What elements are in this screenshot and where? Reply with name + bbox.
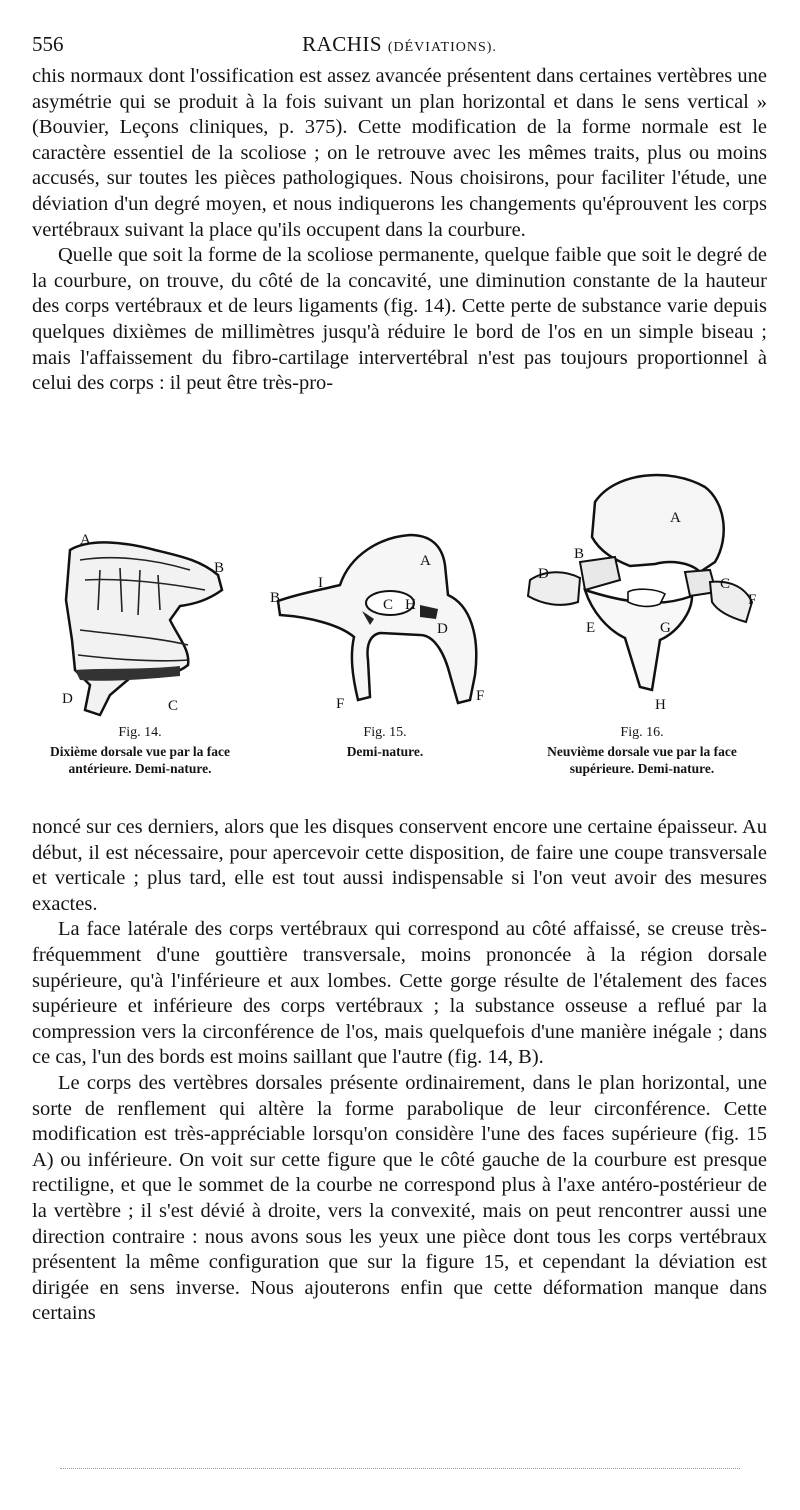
figure-14-number: Fig. 14. (118, 725, 162, 740)
figure-14-label-c: C (168, 698, 179, 714)
figure-16-caption-line2: supérieure. Demi-nature. (569, 761, 715, 776)
figures-row (30, 440, 770, 810)
figure-16-label-f: F (748, 592, 757, 608)
figure-14-label-a: A (80, 532, 91, 548)
figure-16-label-d: D (538, 566, 549, 582)
vertebra-outline (278, 535, 476, 703)
figure-16-label-e: E (586, 620, 596, 636)
figure-15-label-i: I (318, 575, 323, 591)
figure-15-label-f-right: F (476, 688, 485, 704)
running-title: RACHIS (302, 32, 383, 56)
running-title-line (32, 32, 767, 57)
figure-16-caption (516, 724, 768, 777)
figure-16-label-a: A (670, 510, 681, 526)
figure-14-drawing (30, 520, 230, 720)
right-transverse-process (710, 582, 752, 622)
paragraph: La face latérale des corps vertébraux qui correspond au côté affaissé, se creuse très-fréquemment d'une gouttière transversale, moins prononcée à la région dorsale supérieure, qu'à l'inférieure et aux lombes. Cette gorge résulte de l'étalement des faces supérieure et inférieure des corps vertébraux ; la substance osseuse a reflué par la compression vers la circonférence de l'os, mais quelquefois d'une manière inégale ; dans ce cas, l'un des bords est moins saillant que l'autre (fig. 14, B). (32, 918, 767, 1069)
figure-14-caption-line2: antérieure. Demi-nature. (68, 761, 212, 776)
page-bottom-rule (60, 1468, 740, 1477)
figure-14-caption (30, 724, 250, 777)
figure-15-drawing (270, 525, 490, 715)
paragraph: noncé sur ces derniers, alors que les disques conservent encore une certaine épaisseur. Au début, il est nécessaire, pour apercevoir cette disposition, de faire une coupe transversale et verticale ; plus tard, elle est tout aussi indispensable si l'on veut avoir des mesures exactes. (32, 816, 767, 915)
left-pedicle (580, 557, 620, 590)
figure-15-label-b: B (270, 590, 281, 606)
running-header (32, 30, 767, 60)
figure-14-caption-line1: Dixième dorsale vue par la face (49, 744, 231, 759)
running-subtitle: (DÉVIATIONS). (387, 40, 497, 55)
paragraph: chis normaux dont l'ossification est assez avancée présentent dans certaines vertèbres une asymétrie qui se produit à la fois suivant un plan horizontal et dans le sens vertical » (Bouvier, Leçons cliniques, p. 375). Cette modification de la forme normale est le caractère essentiel de la scoliose ; on le retrouve avec les mêmes traits, plus ou moins accusés, sur toutes les pièces pathologiques. Nous choisirons, pour faciliter l'étude, une déviation d'un degré moyen, et nous indiquerons les changements qu'éprouvent les corps vertébraux suivant la place qu'ils occupent dans la courbure. (32, 65, 767, 241)
figure-15-label-d: D (437, 621, 448, 637)
figure-15-label-f-left: F (336, 696, 345, 712)
paragraph: Le corps des vertèbres dorsales présente ordinairement, dans le plan horizontal, une sorte de renflement qui altère la forme parabolique de leur circonférence. Cette modification est très-appréciable lorsqu'on considère l'une des faces supérieure (fig. 15 A) ou inférieure. On voit sur cette figure que le côté gauche de la courbure est presque rectiligne, et que le sommet de la courbe ne correspond plus à l'axe antéro-postérieur de la vertèbre ; il s'est dévié à droite, vers la convexité, mais on peut rencontrer aussi une direction contraire : nous avons sous les yeux une pièce dont tous les corps vertébraux présentent la même configuration que sur la figure 15, et cependant la déviation est dirigée en sens inverse. Nous ajouterons enfin que cette déformation manque dans certains (32, 1071, 767, 1325)
figure-16-drawing (520, 462, 770, 712)
spinal-canal (628, 589, 665, 606)
figure-15-number: Fig. 15. (363, 725, 407, 740)
figure-16-label-h: H (655, 697, 666, 712)
figure-14-label-b: B (214, 560, 225, 576)
body-text-bottom (32, 815, 767, 1327)
figure-15-label-a: A (420, 553, 431, 569)
figure-15-caption (290, 724, 480, 760)
figure-15-label-h: H (405, 597, 416, 613)
figure-16-number: Fig. 16. (620, 725, 664, 740)
figure-14 (30, 520, 230, 720)
figure-15-caption-line1: Demi-nature. (346, 744, 424, 759)
figure-16-caption-line1: Neuvième dorsale vue par la face (547, 744, 737, 759)
figure-15 (270, 525, 490, 715)
figure-16 (520, 462, 770, 712)
figure-15-label-c: C (383, 597, 394, 613)
figure-14-label-d: D (62, 691, 73, 707)
figure-16-label-c: C (720, 576, 731, 592)
paragraph: Quelle que soit la forme de la scoliose permanente, quelque faible que soit le degré de la courbure, on trouve, du côté de la concavité, une diminution constante de la hauteur des corps vertébraux et de leurs ligaments (fig. 14). Cette perte de substance varie depuis quelques dixièmes de millimètres jusqu'à réduire le bord de l'os en un simple biseau ; mais l'affaissement du fibro-cartilage intervertébral n'est pas toujours proportionnel à celui des corps : il peut être très-pro- (32, 244, 767, 395)
left-transverse-process (528, 572, 580, 605)
figure-16-label-b: B (574, 546, 585, 562)
page-number: 556 (32, 32, 64, 56)
figure-16-label-g: G (660, 620, 671, 636)
vertebra-outline (66, 542, 225, 715)
body-text-top (32, 64, 767, 397)
